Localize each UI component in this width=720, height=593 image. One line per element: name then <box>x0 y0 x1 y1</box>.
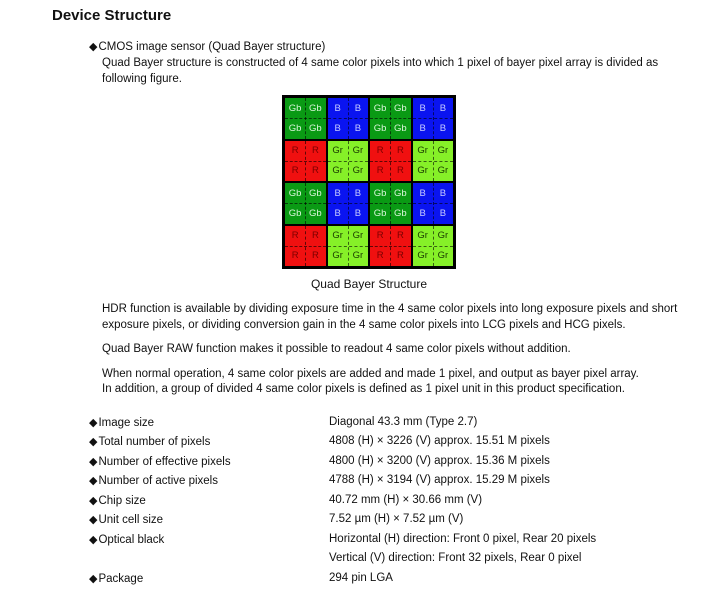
spec-value: Horizontal (H) direction: Front 0 pixel, Rear 20 pixels <box>329 533 597 545</box>
pixel-cell: Gb <box>394 122 407 134</box>
pixel-cell: B <box>439 207 447 219</box>
pixel-block-gb <box>284 182 327 225</box>
pixel-block-b <box>327 182 370 225</box>
pixel-cell: R <box>311 250 319 262</box>
pixel-cell: Gr <box>332 230 343 242</box>
pixel-cell: B <box>439 102 447 114</box>
spec-label: Number of effective pixels <box>98 456 231 468</box>
pixel-cell: Gb <box>394 102 407 114</box>
spec-row <box>89 494 146 510</box>
pixel-cell: R <box>291 230 299 242</box>
spec-value: 4808 (H) × 3226 (V) approx. 15.51 M pixels <box>329 435 550 447</box>
spec-value: 4800 (H) × 3200 (V) approx. 15.36 M pixels <box>329 455 550 467</box>
pixel-cell: Gr <box>437 230 449 242</box>
pixel-cell: Gb <box>373 187 387 199</box>
pixel-cell: Gb <box>309 122 322 134</box>
diamond-bullet-icon: ◆ <box>89 41 98 53</box>
pixel-block-r <box>369 225 412 268</box>
pixel-cell: Gb <box>373 122 387 134</box>
pixel-block-gr <box>327 225 370 268</box>
cmos-heading-text: CMOS image sensor (Quad Bayer structure) <box>98 41 326 53</box>
pixel-cell: B <box>334 207 341 219</box>
pixel-cell: Gr <box>332 250 343 262</box>
pixel-block-b <box>412 182 455 225</box>
diamond-bullet-icon: ◆ <box>89 514 98 526</box>
cmos-desc-line2: following figure. <box>102 73 182 85</box>
spec-value: 40.72 mm (H) × 30.66 mm (V) <box>329 494 483 506</box>
pixel-cell: R <box>311 230 319 242</box>
pixel-cell: R <box>396 145 404 157</box>
normal-line2: In addition, a group of divided 4 same color pixels is defined as 1 pixel unit in this product specification. <box>102 383 625 395</box>
pixel-cell: B <box>354 102 362 114</box>
pixel-cell: Gr <box>417 250 428 262</box>
spec-label: Chip size <box>98 495 146 507</box>
spec-row <box>89 513 163 529</box>
pixel-cell: R <box>311 165 319 177</box>
spec-label: Package <box>98 573 144 585</box>
pixel-cell: R <box>291 145 299 157</box>
pixel-cell: Gr <box>437 145 449 157</box>
pixel-block-r <box>284 140 327 183</box>
pixel-cell: Gr <box>437 250 449 262</box>
pixel-cell: R <box>376 250 384 262</box>
pixel-cell: R <box>311 145 319 157</box>
pixel-block-r <box>369 140 412 183</box>
pixel-block-gr <box>412 225 455 268</box>
spec-value: 7.52 µm (H) × 7.52 µm (V) <box>329 513 464 525</box>
pixel-block-gr <box>412 140 455 183</box>
spec-row <box>89 474 218 490</box>
pixel-block-b <box>412 97 455 140</box>
pixel-block-r <box>284 225 327 268</box>
pixel-cell: Gr <box>352 145 364 157</box>
cmos-desc-line1: Quad Bayer structure is constructed of 4 same color pixels into which 1 pixel of bayer pixel array is divided as <box>102 57 659 69</box>
pixel-cell: Gr <box>352 250 364 262</box>
section-title: Device Structure <box>52 7 172 24</box>
pixel-cell: Gr <box>417 145 428 157</box>
pixel-cell: Gb <box>309 207 322 219</box>
pixel-cell: Gb <box>309 102 322 114</box>
pixel-cell: Gb <box>288 207 302 219</box>
spec-label: Number of active pixels <box>98 475 218 487</box>
spec-row <box>89 572 143 588</box>
pixel-block-b <box>327 97 370 140</box>
pixel-cell: Gb <box>288 102 302 114</box>
diamond-bullet-icon: ◆ <box>89 456 98 468</box>
pixel-cell: R <box>291 250 299 262</box>
pixel-cell: Gr <box>417 165 428 177</box>
pixel-cell: R <box>396 250 404 262</box>
pixel-cell: B <box>419 187 426 199</box>
pixel-cell: B <box>354 122 362 134</box>
pixel-cell: R <box>291 165 299 177</box>
pixel-cell: Gb <box>373 207 387 219</box>
pixel-cell: R <box>376 145 384 157</box>
pixel-cell: Gr <box>332 145 343 157</box>
diamond-bullet-icon: ◆ <box>89 436 98 448</box>
pixel-cell: Gb <box>394 187 407 199</box>
pixel-cell: R <box>396 165 404 177</box>
hdr-line1: HDR function is available by dividing exposure time in the 4 same color pixels into long exposure pixels and short <box>102 303 678 315</box>
pixel-cell: B <box>439 122 447 134</box>
diamond-bullet-icon: ◆ <box>89 417 98 429</box>
spec-value: 294 pin LGA <box>329 572 393 584</box>
normal-line1: When normal operation, 4 same color pixels are added and made 1 pixel, and output as bayer pixel array. <box>102 368 639 380</box>
diamond-bullet-icon: ◆ <box>89 495 98 507</box>
pixel-block-gb <box>369 97 412 140</box>
pixel-cell: R <box>396 230 404 242</box>
cmos-heading <box>89 40 325 53</box>
diamond-bullet-icon: ◆ <box>89 534 98 546</box>
hdr-line2: exposure pixels, or dividing conversion gain in the 4 same color pixels into LCG pixels and HCG pixels. <box>102 319 626 331</box>
pixel-cell: B <box>419 122 426 134</box>
pixel-cell: Gb <box>288 122 302 134</box>
pixel-cell: B <box>334 122 341 134</box>
pixel-block-gb <box>284 97 327 140</box>
pixel-cell: Gb <box>288 187 302 199</box>
pixel-cell: B <box>439 187 447 199</box>
raw-paragraph: Quad Bayer RAW function makes it possible to readout 4 same color pixels without addition. <box>102 343 571 355</box>
spec-row <box>89 533 164 549</box>
spec-label: Image size <box>98 417 155 429</box>
pixel-cell: B <box>334 102 341 114</box>
pixel-cell: B <box>419 207 426 219</box>
spec-label: Optical black <box>98 534 165 546</box>
pixel-cell: Gb <box>394 207 407 219</box>
spec-value-secondary: Vertical (V) direction: Front 32 pixels, Rear 0 pixel <box>329 552 582 564</box>
diamond-bullet-icon: ◆ <box>89 475 98 487</box>
pixel-cell: Gb <box>309 187 322 199</box>
spec-row <box>89 416 154 432</box>
pixel-block-gb <box>369 182 412 225</box>
quad-bayer-figure <box>282 95 456 269</box>
pixel-cell: B <box>354 207 362 219</box>
pixel-block-gr <box>327 140 370 183</box>
pixel-cell: Gr <box>352 165 364 177</box>
pixel-cell: B <box>419 102 426 114</box>
diamond-bullet-icon: ◆ <box>89 573 98 585</box>
spec-value: 4788 (H) × 3194 (V) approx. 15.29 M pixels <box>329 474 550 486</box>
pixel-cell: B <box>334 187 341 199</box>
spec-row <box>89 455 231 471</box>
pixel-cell: Gr <box>417 230 428 242</box>
pixel-cell: Gb <box>373 102 387 114</box>
pixel-cell: Gr <box>352 230 364 242</box>
pixel-cell: R <box>376 230 384 242</box>
figure-caption: Quad Bayer Structure <box>310 277 428 291</box>
pixel-cell: Gr <box>332 165 343 177</box>
spec-row <box>89 435 210 451</box>
pixel-cell: B <box>354 187 362 199</box>
spec-label: Unit cell size <box>98 514 164 526</box>
spec-label: Total number of pixels <box>98 436 211 448</box>
spec-value: Diagonal 43.3 mm (Type 2.7) <box>329 416 478 428</box>
pixel-cell: R <box>376 165 384 177</box>
pixel-cell: Gr <box>437 165 449 177</box>
